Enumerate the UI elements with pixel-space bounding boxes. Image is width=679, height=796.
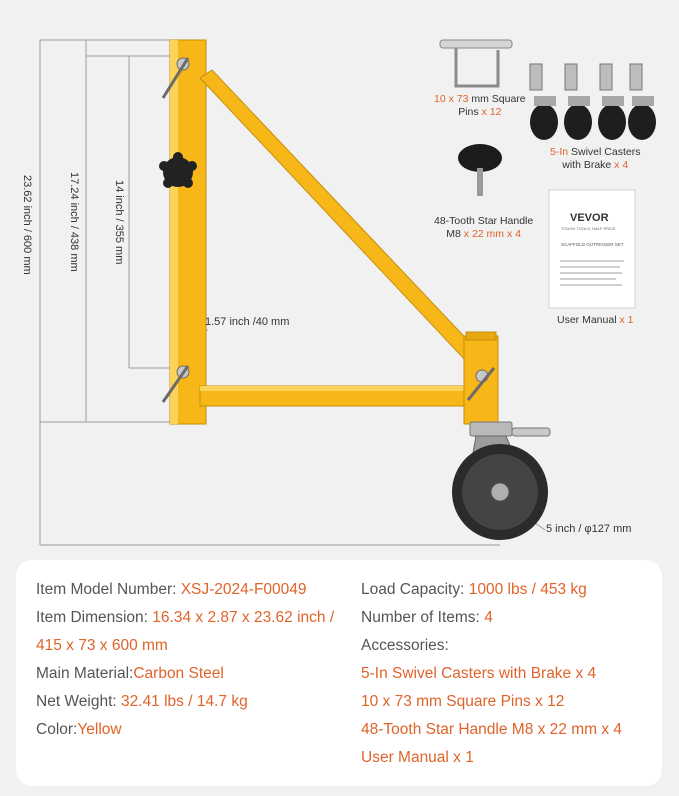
- star-handle-accessory: [458, 144, 502, 196]
- accessory-item: 48-Tooth Star Handle M8 x 22 mm x 4: [361, 721, 623, 738]
- spec-dimension-metric: 415 x 73 x 600 mm: [36, 637, 168, 654]
- mid-height-label: 17.24 inch / 438 mm: [68, 172, 80, 272]
- accessory-item: 5-In Swivel Casters with Brake x 4: [361, 665, 597, 682]
- hole-spacing-label: 14 inch / 355 mm: [113, 180, 125, 265]
- spec-material: Main Material:Carbon Steel: [36, 665, 224, 682]
- spec-load: Load Capacity: 1000 lbs / 453 kg: [361, 581, 587, 598]
- pin-accessory: [440, 40, 512, 86]
- spec-weight: Net Weight: 32.41 lbs / 14.7 kg: [36, 693, 248, 710]
- wheel-size-label: 5 inch / φ127 mm: [546, 523, 632, 535]
- spec-model: Item Model Number: XSJ-2024-F00049: [36, 581, 307, 598]
- tube-width-label: 1.57 inch /40 mm: [205, 316, 290, 328]
- caster-wheel: [452, 422, 550, 540]
- handle-caption: 48-Tooth Star Handle M8 x 22 mm x 4: [434, 215, 534, 240]
- manual-caption: User Manual x 1: [557, 314, 634, 326]
- spec-items: Number of Items: 4: [361, 609, 493, 626]
- accessory-item: User Manual x 1: [361, 749, 474, 766]
- spec-card: [16, 560, 662, 786]
- total-height-label: 23.62 inch / 600 mm: [21, 175, 33, 275]
- accessory-item: 10 x 73 mm Square Pins x 12: [361, 693, 565, 710]
- pins-caption: 10 x 73 mm Square Pins x 12: [434, 93, 526, 118]
- spec-color: Color:Yellow: [36, 721, 122, 738]
- manual-brand: VEVOR: [570, 212, 609, 224]
- manual-doc-title: SCAFFOLD OUTRIGGER SET: [561, 242, 624, 247]
- spec-dimension: Item Dimension: 16.34 x 2.87 x 23.62 inch /: [36, 609, 335, 626]
- user-manual-accessory: [549, 190, 635, 308]
- manual-brand-sub: TOUGH TOOLS, HALF PRICE: [561, 226, 616, 231]
- spec-accessories-label: Accessories:: [361, 637, 449, 654]
- casters-caption: 5-In Swivel Casters with Brake x 4: [550, 146, 641, 171]
- caster-accessories: [530, 64, 656, 140]
